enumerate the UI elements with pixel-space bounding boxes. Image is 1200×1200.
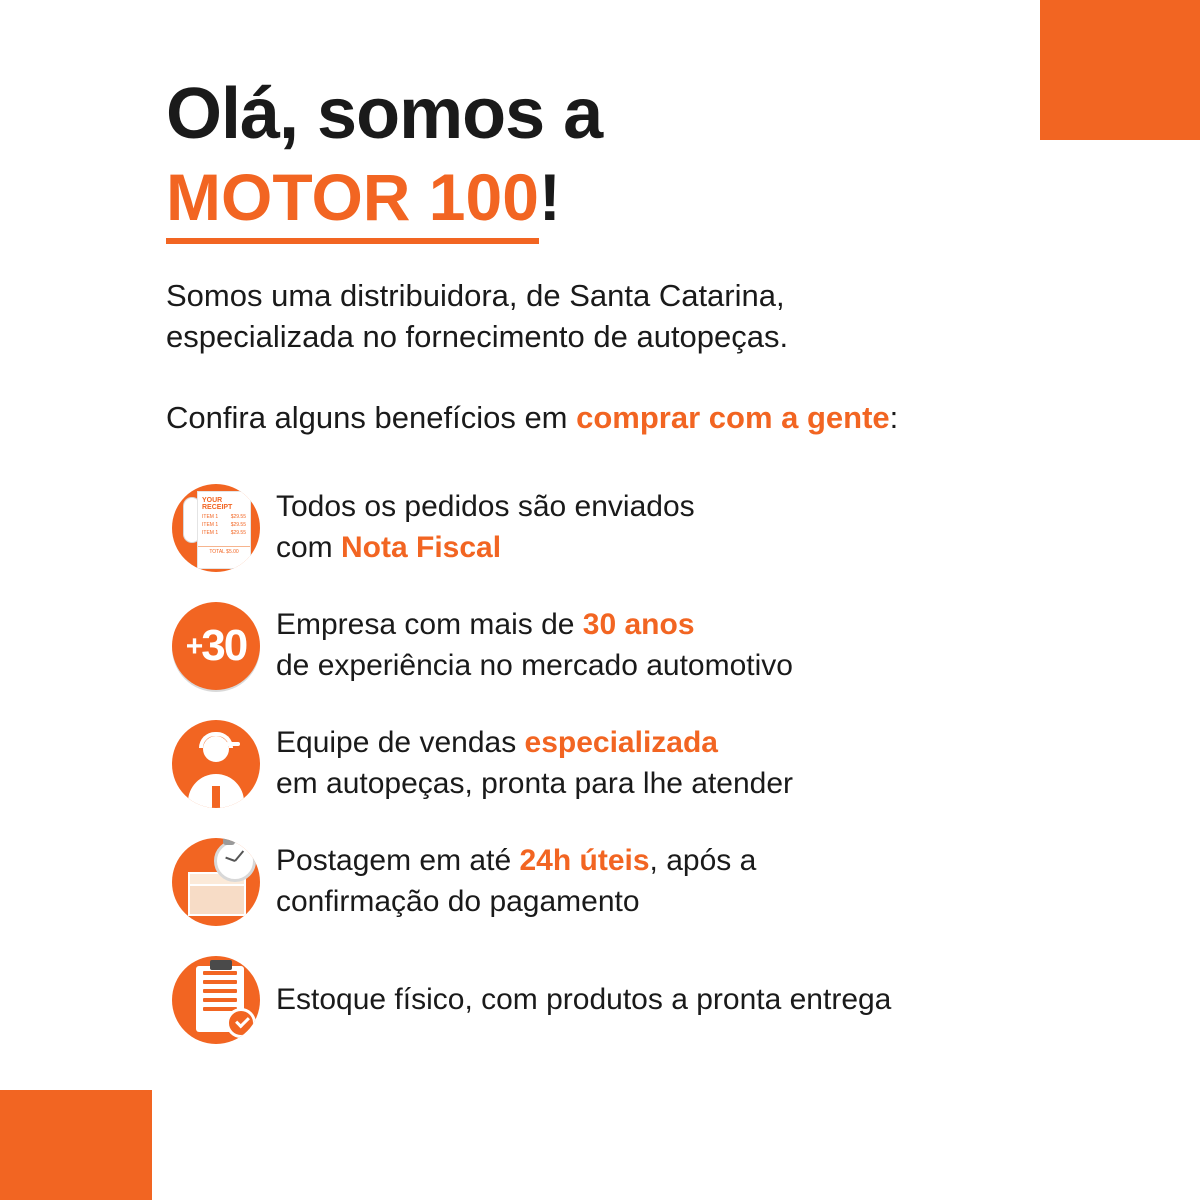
- receipt-row-label: ITEM 1: [202, 522, 219, 529]
- receipt-row-label: ITEM 1: [202, 514, 219, 521]
- brand-exclamation: !: [538, 160, 561, 234]
- benefits-intro: [166, 398, 1086, 438]
- receipt-row-value: $29.55: [230, 514, 246, 521]
- benefit-line2-highlight: Nota Fiscal: [341, 531, 502, 565]
- receipt-row-label: ITEM 1: [202, 530, 219, 537]
- intro-paragraph-line1: Somos uma distribuidora, de Santa Catarina,: [166, 278, 785, 313]
- receipt-paper-shape: [198, 492, 250, 568]
- benefit-line1-highlight: 24h úteis: [519, 844, 650, 878]
- thirty-number: 30: [201, 621, 247, 671]
- benefits-list: [166, 480, 1086, 1048]
- benefit-text: [266, 605, 793, 687]
- benefit-text: [266, 841, 756, 923]
- benefits-intro-prefix: Confira alguns benefícios em: [166, 399, 577, 435]
- benefit-text: [266, 723, 793, 805]
- plus-thirty-icon: [166, 598, 266, 694]
- benefits-intro-suffix: :: [889, 399, 899, 435]
- receipt-row: [202, 514, 246, 520]
- clipboard-line: [203, 998, 237, 1002]
- plus-thirty-circle: [172, 602, 260, 690]
- benefit-line1-highlight: especializada: [524, 726, 718, 760]
- list-item: [166, 598, 1086, 694]
- list-item: [166, 834, 1086, 930]
- clipboard-line: [203, 971, 237, 975]
- box-stopwatch-circle: [172, 838, 260, 926]
- list-item: [166, 952, 1086, 1048]
- benefit-line1: Todos os pedidos são enviados: [276, 490, 695, 524]
- receipt-icon: [166, 480, 266, 576]
- benefit-line1: Estoque físico, com produtos a pronta entrega: [276, 982, 892, 1016]
- list-item: [166, 716, 1086, 812]
- page-title-line2: [166, 160, 1086, 234]
- content-container: [166, 74, 1086, 1070]
- list-item: [166, 480, 1086, 576]
- benefit-text: [266, 487, 695, 569]
- benefit-line1-prefix: Empresa com mais de: [276, 608, 583, 642]
- agent-head-shape: [203, 736, 229, 762]
- brand-name: MOTOR 100: [166, 160, 539, 244]
- clipboard-clamp-shape: [210, 960, 232, 970]
- receipt-header-text: YOUR RECEIPT: [202, 497, 233, 512]
- receipt-row-value: $29.55: [230, 530, 246, 537]
- benefit-line1-prefix: Equipe de vendas: [276, 726, 525, 760]
- receipt-row: [202, 522, 246, 528]
- intro-paragraph-line2: especializada no fornecimento de autopeças.: [166, 318, 789, 354]
- decorative-corner-bottom-left: [0, 1090, 152, 1200]
- agent-tie-shape: [212, 786, 220, 808]
- support-agent-icon: [166, 716, 266, 812]
- stopwatch-crown-shape: [223, 838, 235, 845]
- benefit-line2: de experiência no mercado automotivo: [276, 649, 793, 683]
- intro-paragraph: [166, 276, 1086, 358]
- benefit-line1-prefix: Postagem em até: [276, 844, 520, 878]
- clipboard-check-icon: [166, 952, 266, 1048]
- benefits-intro-highlight: comprar com a gente: [576, 399, 890, 435]
- benefit-line2: em autopeças, pronta para lhe atender: [276, 767, 794, 801]
- benefit-line2: confirmação do pagamento: [276, 885, 640, 919]
- check-badge-icon: [226, 1008, 256, 1038]
- benefit-line1-suffix: , após a: [649, 844, 757, 878]
- plus-sign: +: [185, 630, 202, 664]
- benefit-text: [266, 980, 891, 1021]
- receipt-row-value: $29.55: [230, 522, 246, 529]
- support-agent-circle: [172, 720, 260, 808]
- clipboard-line: [203, 980, 237, 984]
- benefit-line2-prefix: com: [276, 531, 342, 565]
- receipt-row: [202, 530, 246, 536]
- receipt-icon-circle: [172, 484, 260, 572]
- stopwatch-shape: [214, 840, 256, 882]
- receipt-total-text: TOTAL $5.00: [198, 546, 250, 555]
- clipboard-check-circle: [172, 956, 260, 1044]
- clipboard-line: [203, 989, 237, 993]
- benefit-line1-highlight: 30 anos: [582, 608, 695, 642]
- box-stopwatch-icon: [166, 834, 266, 930]
- headset-mic-shape: [226, 742, 240, 746]
- page-title-line1: Olá, somos a: [166, 74, 603, 154]
- plus-thirty-text: [186, 621, 246, 671]
